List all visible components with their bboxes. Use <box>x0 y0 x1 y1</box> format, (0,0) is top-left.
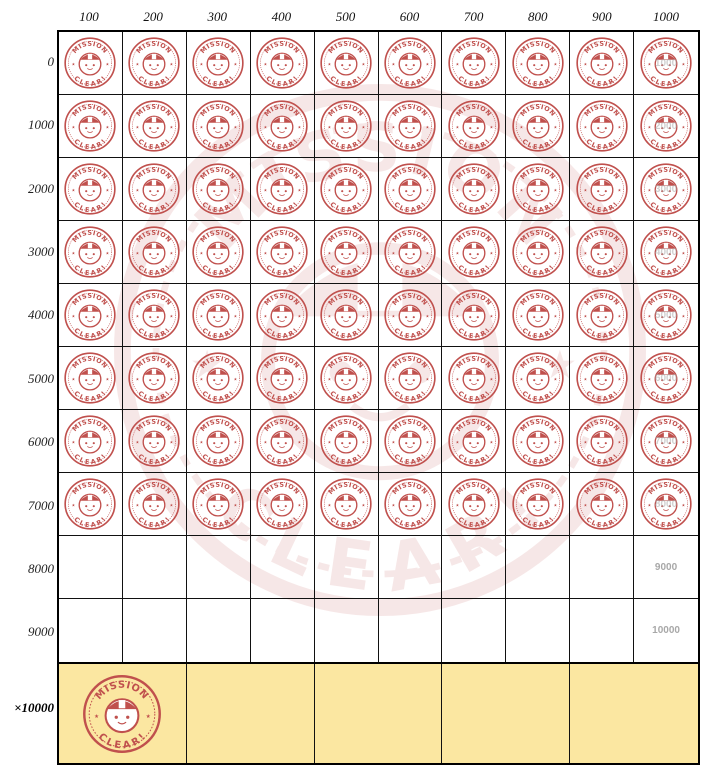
mission-clear-stamp-icon <box>575 36 629 90</box>
mission-clear-stamp-icon <box>63 414 117 468</box>
grid-cell <box>59 32 123 95</box>
grid-cell <box>570 284 634 347</box>
mission-clear-stamp-icon <box>447 162 501 216</box>
mission-clear-stamp-icon <box>191 477 245 531</box>
mission-clear-stamp-icon <box>383 288 437 342</box>
grid-cell <box>251 95 315 158</box>
column-label: 200 <box>143 9 163 24</box>
multiplier-label: ×10000 <box>14 700 54 715</box>
mission-clear-stamp-icon <box>575 414 629 468</box>
row-label: 5000 <box>28 370 54 386</box>
grid-cell <box>634 95 698 158</box>
grid-cell <box>570 473 634 536</box>
grid-cell <box>442 221 506 284</box>
grid-cell <box>634 599 698 662</box>
bottom-cell <box>315 664 443 763</box>
mission-clear-stamp-icon <box>383 414 437 468</box>
column-label: 700 <box>463 9 484 24</box>
column-label: 1000 <box>652 9 679 24</box>
mission-clear-stamp-icon <box>255 225 309 279</box>
row-label: 4000 <box>28 307 54 323</box>
row-label: 3000 <box>28 243 54 259</box>
column-label: 800 <box>527 9 548 24</box>
cell-value-label: 1000 <box>654 57 678 69</box>
mission-clear-stamp-icon <box>575 225 629 279</box>
mission-clear-stamp-icon <box>575 351 629 405</box>
mission-clear-stamp-icon <box>81 673 163 755</box>
grid-cell <box>315 221 379 284</box>
grid-cell <box>251 158 315 221</box>
mission-clear-stamp-icon <box>63 477 117 531</box>
bottom-cell <box>187 664 315 763</box>
grid-cell <box>123 536 187 599</box>
mission-clear-stamp-icon <box>191 99 245 153</box>
grid-cell <box>59 95 123 158</box>
mission-clear-stamp-icon <box>319 162 373 216</box>
mission-clear-stamp-icon <box>575 162 629 216</box>
grid-cell <box>315 158 379 221</box>
mission-clear-stamp-icon <box>319 225 373 279</box>
grid-cell <box>59 473 123 536</box>
mission-clear-stamp-icon <box>511 414 565 468</box>
mission-clear-stamp-icon <box>511 36 565 90</box>
mission-clear-stamp-icon <box>511 351 565 405</box>
mission-clear-stamp-icon <box>191 288 245 342</box>
mission-clear-stamp-icon <box>255 99 309 153</box>
mission-clear-stamp-icon <box>255 414 309 468</box>
grid-cell <box>59 599 123 662</box>
grid-cell <box>379 158 443 221</box>
grid-cell <box>251 347 315 410</box>
grid-cell <box>442 410 506 473</box>
mission-clear-stamp-icon <box>383 162 437 216</box>
grid-cell <box>506 347 570 410</box>
grid-cell <box>59 347 123 410</box>
grid-cell <box>251 284 315 347</box>
grid-cell <box>634 158 698 221</box>
grid-cell <box>506 536 570 599</box>
cell-value-label: 9000 <box>654 561 678 573</box>
mission-clear-stamp-icon <box>447 414 501 468</box>
grid-cell <box>442 32 506 95</box>
mission-clear-stamp-icon <box>447 288 501 342</box>
grid-cell <box>506 284 570 347</box>
cell-value-label: 2000 <box>654 120 678 132</box>
cell-value-label: 8000 <box>654 498 678 510</box>
cell-value-label: 5000 <box>654 309 678 321</box>
mission-clear-stamp-icon <box>63 36 117 90</box>
grid-cell <box>123 599 187 662</box>
row-label: 1000 <box>28 117 54 133</box>
grid-cell <box>187 347 251 410</box>
mission-clear-stamp-icon <box>191 414 245 468</box>
grid-cell <box>634 536 698 599</box>
mission-clear-stamp-icon <box>127 351 181 405</box>
column-label: 500 <box>335 9 356 24</box>
grid-cell <box>570 599 634 662</box>
grid-cell <box>506 473 570 536</box>
mission-clear-stamp-icon <box>63 351 117 405</box>
grid-cell <box>315 284 379 347</box>
row-label: 0 <box>47 53 54 69</box>
grid-cell <box>634 473 698 536</box>
grid-cell <box>506 410 570 473</box>
grid-cell <box>187 536 251 599</box>
mission-clear-stamp-icon <box>319 351 373 405</box>
mission-clear-stamp-icon <box>255 288 309 342</box>
mission-clear-stamp-icon <box>383 351 437 405</box>
grid-cell <box>379 599 443 662</box>
grid-cell <box>123 221 187 284</box>
grid-cell <box>442 347 506 410</box>
grid-cell <box>123 32 187 95</box>
mission-clear-stamp-icon <box>511 288 565 342</box>
grid-cell <box>315 410 379 473</box>
grid-cell <box>123 158 187 221</box>
mission-clear-stamp-icon <box>255 36 309 90</box>
mission-clear-stamp-icon <box>383 36 437 90</box>
grid-cell <box>123 473 187 536</box>
row-label: 9000 <box>28 624 54 640</box>
column-label: 600 <box>399 9 420 24</box>
row-label: 2000 <box>28 180 54 196</box>
mission-clear-stamp-icon <box>511 477 565 531</box>
grid-cell <box>187 221 251 284</box>
mission-clear-stamp-icon <box>447 477 501 531</box>
mission-clear-stamp-icon <box>127 99 181 153</box>
grid-cell <box>187 32 251 95</box>
stamp-grid <box>57 30 700 664</box>
mission-clear-stamp-icon <box>255 162 309 216</box>
mission-clear-stamp-icon <box>511 225 565 279</box>
mission-clear-stamp-icon <box>319 414 373 468</box>
grid-cell <box>315 599 379 662</box>
grid-cell <box>251 473 315 536</box>
mission-clear-stamp-icon <box>127 36 181 90</box>
grid-cell <box>315 473 379 536</box>
grid-cell <box>506 32 570 95</box>
grid-cell <box>570 536 634 599</box>
grid-cell <box>187 158 251 221</box>
mission-clear-stamp-icon <box>511 99 565 153</box>
grid-cell <box>506 158 570 221</box>
grid-cell <box>442 599 506 662</box>
mission-clear-stamp-icon <box>127 162 181 216</box>
cell-value-label: 4000 <box>654 246 678 258</box>
mission-clear-stamp-icon <box>127 477 181 531</box>
grid-cell <box>634 347 698 410</box>
column-label: 100 <box>79 9 99 24</box>
grid-cell <box>442 536 506 599</box>
grid-cell <box>251 536 315 599</box>
column-label: 300 <box>207 9 227 24</box>
bottom-cell <box>59 664 187 763</box>
grid-cell <box>187 599 251 662</box>
grid-cell <box>634 410 698 473</box>
grid-cell <box>59 158 123 221</box>
grid-cell <box>506 95 570 158</box>
mission-clear-stamp-icon <box>383 225 437 279</box>
grid-cell <box>570 410 634 473</box>
mission-clear-stamp-icon <box>383 477 437 531</box>
grid-cell <box>251 221 315 284</box>
grid-cell <box>442 158 506 221</box>
grid-cell <box>570 347 634 410</box>
grid-cell <box>506 599 570 662</box>
grid-cell <box>634 284 698 347</box>
grid-cell <box>506 221 570 284</box>
mission-clear-stamp-icon <box>319 99 373 153</box>
grid-cell <box>315 95 379 158</box>
mission-clear-stamp-icon <box>63 288 117 342</box>
cell-value-label: 3000 <box>654 183 678 195</box>
mission-clear-stamp-icon <box>575 477 629 531</box>
grid-cell <box>379 536 443 599</box>
grid-cell <box>315 536 379 599</box>
grid-cell <box>379 410 443 473</box>
mission-clear-stamp-icon <box>319 477 373 531</box>
cell-value-label: 6000 <box>654 372 678 384</box>
grid-cell <box>379 221 443 284</box>
bottom-cell <box>442 664 570 763</box>
grid-cell <box>634 32 698 95</box>
mission-clear-stamp-icon <box>191 351 245 405</box>
grid-cell <box>59 536 123 599</box>
mission-clear-stamp-icon <box>575 99 629 153</box>
mission-clear-stamp-icon <box>127 225 181 279</box>
column-label: 900 <box>592 9 612 24</box>
grid-cell <box>187 95 251 158</box>
mission-clear-stamp-icon <box>255 477 309 531</box>
mission-clear-stamp-icon <box>63 99 117 153</box>
row-label: 6000 <box>28 434 54 450</box>
grid-cell <box>251 410 315 473</box>
bottom-row <box>57 662 700 765</box>
grid-cell <box>59 410 123 473</box>
grid-cell <box>379 284 443 347</box>
grid-cell <box>123 95 187 158</box>
grid-cell <box>442 95 506 158</box>
grid-cell <box>123 284 187 347</box>
mission-clear-stamp-icon <box>575 288 629 342</box>
grid-cell <box>570 95 634 158</box>
mission-clear-stamp-icon <box>63 225 117 279</box>
grid-cell <box>379 473 443 536</box>
mission-clear-stamp-icon <box>127 414 181 468</box>
mission-clear-stamp-icon <box>447 36 501 90</box>
grid-cell <box>570 32 634 95</box>
grid-cell <box>379 347 443 410</box>
grid-cell <box>379 95 443 158</box>
column-header <box>57 6 698 28</box>
mission-clear-stamp-icon <box>191 36 245 90</box>
grid-cell <box>315 347 379 410</box>
grid-cell <box>442 284 506 347</box>
mission-clear-stamp-icon <box>447 351 501 405</box>
mission-clear-stamp-icon <box>511 162 565 216</box>
mission-clear-stamp-icon <box>447 225 501 279</box>
grid-cell <box>187 410 251 473</box>
mission-clear-stamp-icon <box>191 162 245 216</box>
grid-cell <box>123 410 187 473</box>
row-label: 7000 <box>28 497 54 513</box>
mission-clear-stamp-icon <box>319 36 373 90</box>
grid-cell <box>379 32 443 95</box>
grid-cell <box>59 221 123 284</box>
grid-cell <box>634 221 698 284</box>
grid-cell <box>59 284 123 347</box>
grid-cell <box>123 347 187 410</box>
mission-clear-stamp-icon <box>127 288 181 342</box>
grid-cell <box>187 284 251 347</box>
column-label: 400 <box>271 9 292 24</box>
mission-clear-stamp-icon <box>319 288 373 342</box>
grid-cell <box>251 599 315 662</box>
mission-clear-stamp-icon <box>191 225 245 279</box>
row-label: 8000 <box>28 560 54 576</box>
grid-cell <box>442 473 506 536</box>
cell-value-label: 10000 <box>652 625 680 636</box>
grid-cell <box>251 32 315 95</box>
grid-cell <box>187 473 251 536</box>
cell-value-label: 7000 <box>654 435 678 447</box>
mission-clear-stamp-icon <box>63 162 117 216</box>
mission-clear-stamp-icon <box>447 99 501 153</box>
grid-cell <box>315 32 379 95</box>
mission-clear-stamp-icon <box>255 351 309 405</box>
grid-cell <box>570 221 634 284</box>
mission-clear-stamp-icon <box>383 99 437 153</box>
grid-cell <box>570 158 634 221</box>
bottom-cell <box>570 664 698 763</box>
